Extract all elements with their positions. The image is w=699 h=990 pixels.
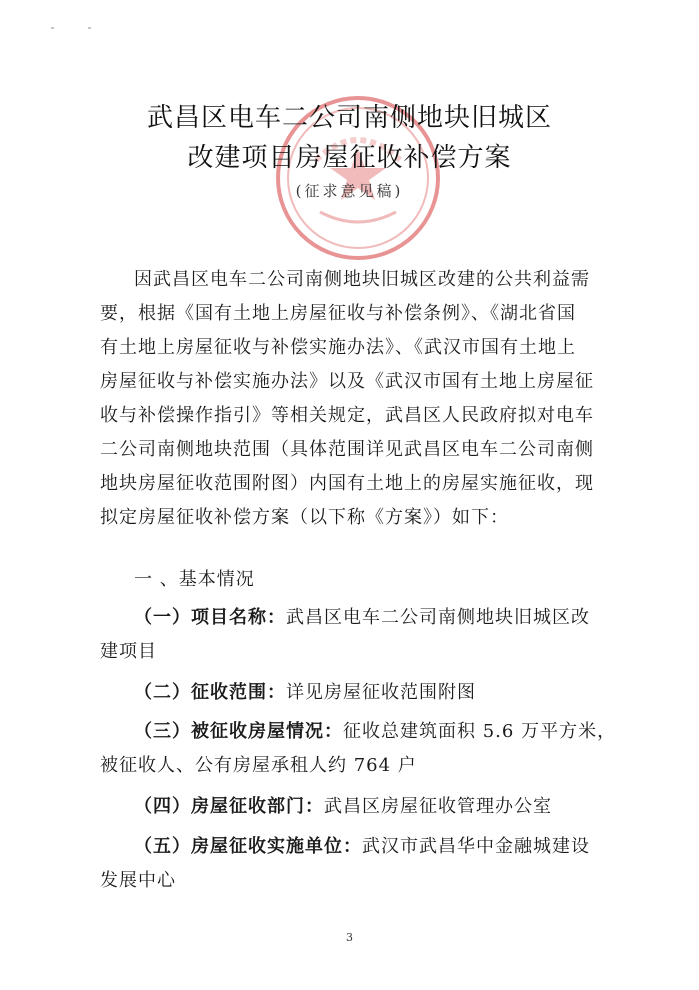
scan-speck [51, 27, 54, 29]
item-implementing-unit-continued: 发展中心 [100, 870, 176, 891]
item-label: （二）征收范围： [134, 682, 286, 703]
item-project-name [134, 603, 644, 629]
item-value: 武昌区电车二公司南侧地块旧城区改 [286, 607, 590, 628]
item-label: （一）项目名称： [134, 607, 286, 628]
item-label: （三）被征收房屋情况： [134, 721, 343, 742]
intro-paragraph-line: 收与补偿操作指引》等相关规定，武昌区人民政府拟对电车 [100, 405, 594, 426]
item-property-situation-continued: 被征收人、公有房屋承租人约 764 户 [100, 755, 417, 776]
intro-paragraph-line: 有土地上房屋征收与补偿实施办法》、《武汉市国有土地上 [100, 337, 576, 358]
page-number: 3 [346, 931, 353, 944]
item-value: 武汉市武昌华中金融城建设 [362, 836, 590, 857]
document-title-line-1: 武昌区电车二公司南侧地块旧城区 [146, 103, 552, 133]
item-label: （五）房屋征收实施单位： [134, 836, 362, 857]
item-value: 详见房屋征收范围附图 [286, 682, 476, 703]
item-label: （四）房屋征收部门： [134, 796, 324, 817]
item-expropriation-department [134, 792, 644, 818]
intro-paragraph-line: 二公司南侧地块范围（具体范围详见武昌区电车二公司南侧 [100, 439, 594, 460]
item-implementing-unit [134, 832, 644, 858]
item-project-name-continued: 建项目 [100, 641, 157, 662]
intro-paragraph-line: 地块房屋征收范围附图）内国有土地上的房屋实施征收，现 [100, 473, 594, 494]
section-heading: 一 、基本情况 [134, 569, 255, 590]
document-title-line-2: 改建项目房屋征收补偿方案 [187, 143, 512, 173]
item-expropriation-scope [134, 678, 644, 704]
scan-speck [88, 27, 91, 29]
intro-paragraph-line: 要，根据《国有土地上房屋征收与补偿条例》、《湖北省国 [100, 303, 576, 324]
item-value: 征收总建筑面积 5.6 万平方米， [343, 721, 617, 742]
item-value: 武昌区房屋征收管理办公室 [324, 796, 552, 817]
intro-paragraph-line: 拟定房屋征收补偿方案（以下称《方案》）如下： [100, 507, 509, 528]
item-property-situation [134, 717, 644, 743]
document-subtitle: (征求意见稿) [295, 182, 404, 200]
intro-paragraph-line: 房屋征收与补偿实施办法》以及《武汉市国有土地上房屋征 [100, 371, 594, 392]
intro-paragraph-line: 因武昌区电车二公司南侧地块旧城区改建的公共利益需 [134, 269, 590, 290]
